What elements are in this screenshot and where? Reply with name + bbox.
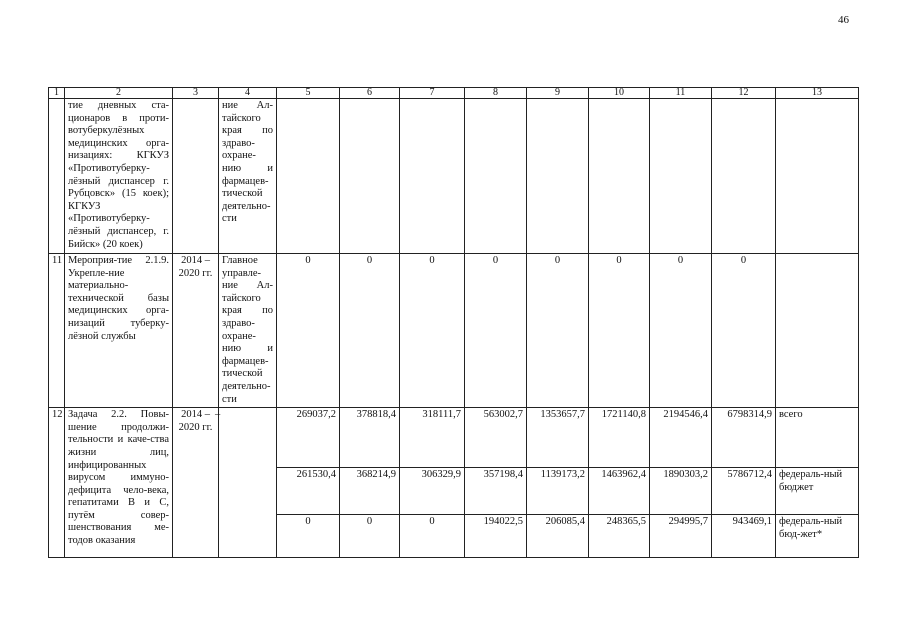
program-table — [48, 87, 859, 558]
header-cell: 2 — [65, 88, 173, 99]
executor-cell: ние Ал-тайского края по здраво-охране-нию и фармацев-тической деятельно-сти — [219, 99, 277, 254]
measure-name-cell: тие дневных ста-ционаров в проти-вотуберкулёзных медицинских орга-низациях: КГКУЗ «Противотуберку-лёзный диспансер г. Рубцовск» (15 коек); КГКУЗ «Противотуберку-лёзный диспансер, г. Бийск» (20 коек) — [65, 99, 173, 254]
value-cell: 943469,1 — [712, 515, 776, 558]
value-cell — [589, 99, 650, 254]
value-cell: 0 — [650, 254, 712, 408]
value-cell: 0 — [400, 254, 465, 408]
value-cell: 0 — [712, 254, 776, 408]
header-cell: 1 — [49, 88, 65, 99]
measure-name-cell: Мероприя-тие 2.1.9. Укрепле-ние материально-технической базы медицинских орга-низаций туберку-лёзной службы — [65, 254, 173, 408]
value-cell: 206085,4 — [527, 515, 589, 558]
header-cell: 6 — [340, 88, 400, 99]
value-cell: 248365,5 — [589, 515, 650, 558]
header-row — [49, 88, 859, 99]
value-cell: 294995,7 — [650, 515, 712, 558]
value-cell: 368214,9 — [340, 468, 400, 515]
value-cell: 0 — [340, 254, 400, 408]
table-row-continuation — [49, 99, 859, 254]
header-cell: 9 — [527, 88, 589, 99]
value-cell: 1353657,7 — [527, 408, 589, 468]
page-number: 46 — [838, 14, 849, 26]
header-cell: 7 — [400, 88, 465, 99]
value-cell: 378818,4 — [340, 408, 400, 468]
value-cell — [400, 99, 465, 254]
value-cell: 0 — [340, 515, 400, 558]
row-number-cell: 11 — [49, 254, 65, 408]
value-cell: 6798314,9 — [712, 408, 776, 468]
value-cell: 357198,4 — [465, 468, 527, 515]
table-row-11 — [49, 254, 859, 408]
header-cell: 3 — [173, 88, 219, 99]
table-row-12 — [49, 408, 859, 468]
value-cell: 194022,5 — [465, 515, 527, 558]
row-number-cell: 12 — [49, 408, 65, 558]
executor-dash: – — [215, 409, 221, 421]
value-cell: 318111,7 — [400, 408, 465, 468]
value-cell: 0 — [527, 254, 589, 408]
value-cell: 563002,7 — [465, 408, 527, 468]
source-cell: федераль-ный бюджет — [776, 468, 859, 515]
header-cell: 5 — [277, 88, 340, 99]
period-cell — [173, 99, 219, 254]
value-cell — [527, 99, 589, 254]
value-cell — [340, 99, 400, 254]
value-cell: 0 — [277, 515, 340, 558]
header-cell: 12 — [712, 88, 776, 99]
value-cell — [465, 99, 527, 254]
value-cell: 0 — [465, 254, 527, 408]
value-cell: 269037,2 — [277, 408, 340, 468]
header-cell: 8 — [465, 88, 527, 99]
value-cell: 261530,4 — [277, 468, 340, 515]
value-cell: 0 — [400, 515, 465, 558]
value-cell: 306329,9 — [400, 468, 465, 515]
value-cell: 1890303,2 — [650, 468, 712, 515]
measure-name-cell: Задача 2.2. Повы-шение продолжи-тельности и каче-ства жизни лиц, инфицированных вирусом иммуно-дефицита чело-века, гепатитами В и С, путём совер-шенствования ме-тодов оказания — [65, 408, 173, 558]
header-cell: 4 — [219, 88, 277, 99]
value-cell: 1463962,4 — [589, 468, 650, 515]
value-cell: 1721140,8 — [589, 408, 650, 468]
value-cell: 5786712,4 — [712, 468, 776, 515]
value-cell: 0 — [277, 254, 340, 408]
row-number-cell — [49, 99, 65, 254]
header-cell: 10 — [589, 88, 650, 99]
header-cell: 13 — [776, 88, 859, 99]
source-cell — [776, 254, 859, 408]
value-cell — [712, 99, 776, 254]
value-cell: 1139173,2 — [527, 468, 589, 515]
executor-cell — [215, 408, 277, 558]
executor-cell: Главное управле-ние Ал-тайского края по здраво-охране-нию и фармацев-тической деятельно-сти — [219, 254, 277, 408]
value-cell — [650, 99, 712, 254]
header-cell: 11 — [650, 88, 712, 99]
value-cell: 0 — [589, 254, 650, 408]
source-cell — [776, 99, 859, 254]
period-cell: 2014 – 2020 гг. — [173, 254, 219, 408]
value-cell: 2194546,4 — [650, 408, 712, 468]
value-cell — [277, 99, 340, 254]
source-cell: федераль-ный бюд-жет* — [776, 515, 859, 558]
source-cell: всего — [776, 408, 859, 468]
period-cell: 2014 – 2020 гг. — [173, 408, 219, 558]
